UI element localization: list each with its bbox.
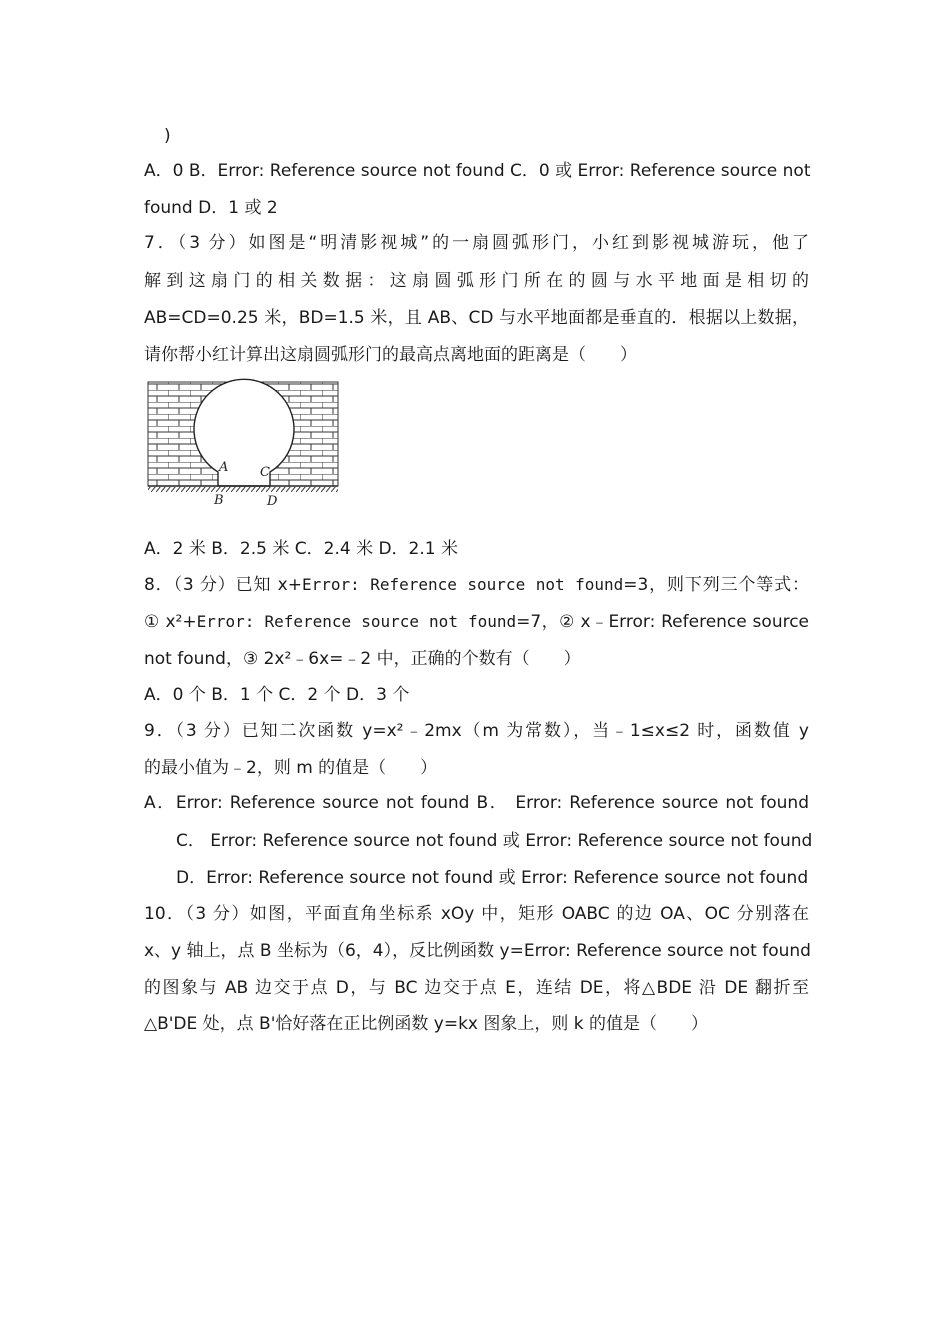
arch-door-figure bbox=[146, 378, 342, 510]
q9-stem-line2: 的最小值为﹣2，则 m 的值是（ ） bbox=[144, 758, 438, 778]
figure-label-d: D bbox=[267, 494, 278, 509]
q10-stem-line3: 的图象与 AB 边交于点 D，与 BC 边交于点 E，连结 DE，将△BDE 沿 DE 翻折至 bbox=[144, 978, 809, 998]
q6-options-line2: found D．1 或 2 bbox=[144, 198, 278, 218]
q10-stem-line2: x、y 轴上，点 B 坐标为（6，4），反比例函数 y=Error: Reference source not found bbox=[144, 941, 811, 961]
q7-stem-line2: 解到这扇门的相关数据：这扇圆弧形门所在的圆与水平地面是相切的 bbox=[144, 271, 809, 291]
q8-stem-line2 bbox=[144, 610, 809, 634]
q9-option-d: D．Error: Reference source not found 或 Error: Reference source not found bbox=[176, 868, 809, 888]
q10-stem-line1: 10．（3 分）如图，平面直角坐标系 xOy 中，矩形 OABC 的边 OA、OC 分别落在 bbox=[144, 904, 809, 924]
q8-stem-line1-a: 8．（3 分）已知 x+ bbox=[144, 575, 302, 595]
q8-stem-line3: not found，③ 2x²﹣6x=﹣2 中，正确的个数有（ ） bbox=[144, 649, 581, 669]
q8-stem-line1 bbox=[144, 573, 809, 597]
q8-stem-line1-c: =3，则下列三个等式： bbox=[623, 575, 809, 595]
q10-stem-line4: △B'DE 处，点 B'恰好落在正比例函数 y=kx 图象上，则 k 的值是（ ） bbox=[144, 1014, 709, 1034]
q7-stem-line4: 请你帮小红计算出这扇圆弧形门的最高点离地面的距离是（ ） bbox=[144, 345, 637, 365]
q9-options-ab: A．Error: Reference source not found B． Error: Reference source not found bbox=[144, 793, 809, 813]
q8-stem-line2-c: =7，② x﹣Error: Reference source bbox=[516, 612, 810, 632]
q8-stem-line2-a: ① x²+ bbox=[144, 612, 197, 632]
q8-stem-line2-b: Error: Reference source not found bbox=[196, 612, 517, 631]
q8-stem-line1-b: Error: Reference source not found bbox=[301, 575, 624, 594]
figure-label-b: B bbox=[214, 493, 224, 508]
q6-options-line1: A．0 B．Error: Reference source not found C．0 或 Error: Reference source not bbox=[144, 161, 811, 181]
q8-options: A．0 个 B．1 个 C．2 个 D．3 个 bbox=[144, 685, 410, 705]
q9-stem-line1: 9．（3 分）已知二次函数 y=x²﹣2mx（m 为常数），当﹣1≤x≤2 时，函数值 y bbox=[144, 721, 809, 741]
q7-stem-line1: 7．（3 分）如图是“明清影视城”的一扇圆弧形门，小红到影视城游玩，他了 bbox=[144, 233, 809, 253]
q9-option-c: C． Error: Reference source not found 或 Error: Reference source not found bbox=[176, 831, 813, 851]
q7-options: A．2 米 B．2.5 米 C．2.4 米 D．2.1 米 bbox=[144, 539, 459, 559]
q6-stem-tail: ) bbox=[164, 126, 171, 146]
q7-stem-line3: AB=CD=0.25 米，BD=1.5 米，且 AB、CD 与水平地面都是垂直的．根据以上数据， bbox=[144, 308, 809, 328]
figure-label-c: C bbox=[260, 465, 270, 480]
figure-label-a: A bbox=[219, 460, 229, 475]
